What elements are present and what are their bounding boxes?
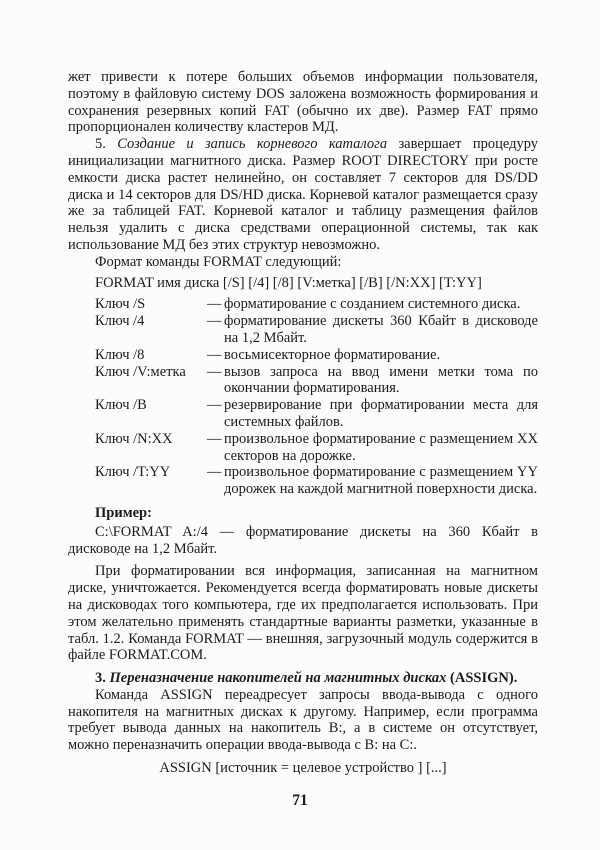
paragraph-root-directory — [68, 136, 538, 254]
key-description: резервирование при форматировании места для системных файлов. — [224, 397, 538, 430]
key-dash: — — [207, 296, 222, 313]
paragraph-format-warning: При форматировании вся информация, записанная на магнитном диске, уничтожается. Рекомендуется всегда форматировать новые дискеты на дисководах того компьютера, где их предполагается использовать. При этом желательно применять стандартные варианты разметки, указанные в табл. 1.2. Команда FORMAT — внешняя, загрузочный модуль содержится в файле FORMAT.COM. — [68, 563, 538, 664]
key-dash: — — [207, 363, 222, 380]
format-key-row — [68, 464, 538, 498]
paragraph-assign-description: Команда ASSIGN переадресует запросы ввода-вывода с одного накопителя на магнитных дисках к другому. Например, если программа требует вывода данных на накопитель B:, а в системе он отсутствует, можно переназначить операции ввода-вывода с B: на C:. — [68, 686, 538, 754]
paragraph-format-intro: Формат команды FORMAT следующий: — [95, 253, 342, 270]
page-number: 71 — [292, 792, 308, 809]
key-dash: — — [207, 397, 222, 414]
key-label: Ключ /N:XX — [95, 430, 173, 447]
section-title-rest: (ASSIGN). — [446, 670, 518, 687]
key-description: восьмисекторное форматирование. — [224, 346, 441, 363]
format-command-syntax: FORMAT имя диска [/S] [/4] [/8] [V:метка] [/B] [/N:XX] [T:YY] — [95, 274, 482, 291]
key-description: произвольное форматирование с размещением XX секторов на дорожке. — [224, 430, 538, 464]
assign-command-syntax: ASSIGN [источник = целевое устройство ] [...] — [159, 760, 447, 777]
format-key-row — [68, 313, 538, 347]
key-dash: — — [207, 430, 222, 447]
key-description: вызов запроса на ввод имени метки тома по окончании форматирования. — [224, 363, 538, 397]
key-label: Ключ /V:метка — [95, 363, 186, 380]
key-description: форматирование дискеты 360 Кбайт в дисководе на 1,2 Мбайт. — [224, 313, 538, 346]
key-dash: — — [207, 346, 222, 363]
section-title-italic: Переназначение накопителей на магнитных дисках — [109, 670, 447, 687]
key-label: Ключ /4 — [95, 313, 145, 330]
format-key-row — [68, 347, 538, 364]
key-description: произвольное форматирование с размещением YY дорожек на каждой магнитной поверхности диска. — [224, 464, 538, 498]
format-key-row — [68, 364, 538, 398]
key-description: форматирование с созданием системного диска. — [224, 296, 521, 313]
format-key-row — [68, 397, 538, 431]
key-label: Ключ /B — [95, 397, 147, 414]
format-keys-list — [68, 296, 538, 498]
paragraph-root-directory-rest: завершает процедуру инициализации магнитного диска. Размер ROOT DIRECTORY при росте емкости диска растет нелинейно, он составляет 7 секторов для DS/DD диска и 14 секторов для DS/HD диска. Корневой каталог размещается сразу же за таблицей FAT. Корневой каталог и таблицу размещения файлов нельзя удалить с диска средствами операционной системы, так как использование МД без этих структур невозможно. — [68, 136, 539, 253]
key-dash: — — [207, 464, 222, 481]
key-label: Ключ /T:YY — [95, 464, 171, 481]
list-item-number: 5. — [95, 136, 118, 153]
format-key-row — [68, 431, 538, 465]
format-key-row — [68, 296, 538, 313]
key-dash: — — [207, 313, 222, 330]
example-command-text: C:\FORMAT A:/4 — форматирование дискеты на 360 Кбайт в дисководе на 1,2 Мбайт. — [68, 523, 538, 557]
italic-phrase-root-catalog: Создание и запись корневого каталога — [117, 136, 388, 153]
section-heading-assign — [68, 670, 538, 687]
example-heading: Пример: — [95, 504, 152, 521]
section-number: 3. — [95, 670, 110, 687]
paragraph-fat-copies: жет привести к потере больших объемов информации пользователя, поэтому в файловую систему DOS заложена возможность формирования и сохранения резервных копий FAT (обычно их две). Размер FAT прямо пропорционален количеству кластеров МД. — [68, 69, 538, 136]
key-label: Ключ /S — [95, 296, 146, 313]
key-label: Ключ /8 — [95, 346, 145, 363]
